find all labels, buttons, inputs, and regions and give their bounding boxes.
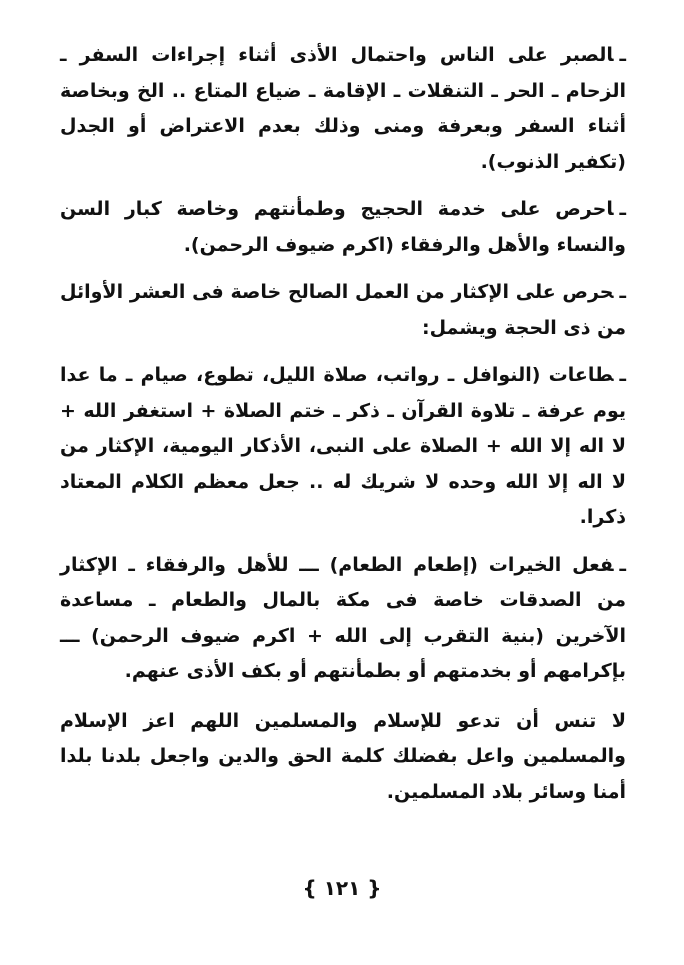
bullet-dash: ـ <box>619 364 626 386</box>
bullet-dash: ـ <box>619 553 626 576</box>
bullet-paragraph-service <box>60 192 626 263</box>
bullet-text: فعل الخيرات (إطعام الطعام) ـــ للأهل والرفقاء ـ الإكثار من الصدقات خاصة فى مكة بالمال والطعام ـ مساعدة الآخرين (بنية التقرب إلى الله + اكرم ضيوف الرحمن) ـــ بإكرامهم أو بخدمتهم أو بطمأنتهم أو بكف الأذى عنهم. <box>60 553 626 682</box>
bullet-text: طاعات (النوافل ـ رواتب، صلاة الليل، تطوع، صيام ـ ما عدا يوم عرفة ـ تلاوة القرآن ـ ذكر ـ ختم الصلاة + استغفر الله + لا اله إلا الله + الصلاة على النبى، الأذكار اليومية، الإكثار من لا اله إلا الله وحده لا شريك له .. جعل معظم الكلام المعتاد ذكرا. <box>60 364 626 528</box>
page-number: { ١٢١ } <box>302 876 382 900</box>
bullet-dash: ـ <box>619 281 626 303</box>
bullet-text: احرص على خدمة الحجيج وطمأنتهم وخاصة كبار السن والنساء والأهل والرفقاء (اكرم ضيوف الرحمن). <box>60 198 626 256</box>
bullet-dash: ـ <box>619 198 626 220</box>
bullet-paragraph-patience <box>60 38 626 180</box>
closing-supplication: لا تنس أن تدعو للإسلام والمسلمين اللهم اعز الإسلام والمسلمين واعل بفضلك كلمة الحق والدين واجعل بلدنا بلدا أمنا وسائر بلاد المسلمين. <box>60 709 626 803</box>
bullet-text: الصبر على الناس واحتمال الأذى أثناء إجراءات السفر ـ الزحام ـ الحر ـ التنقلات ـ الإقامة ـ ضياع المتاع .. الخ وبخاصة أثناء السفر وبعرفة ومنى وذلك بعدم الاعتراض أو الجدل (تكفير الذنوب). <box>60 44 626 173</box>
bullet-dash: ـ <box>619 44 626 66</box>
bullet-paragraph-charity <box>60 548 626 690</box>
bullet-paragraph-good-deeds <box>60 275 626 346</box>
page-body <box>60 38 626 822</box>
bullet-text: حرص على الإكثار من العمل الصالح خاصة فى العشر الأوائل من ذى الحجة ويشمل: <box>60 281 626 339</box>
bullet-paragraph-worship <box>60 358 626 536</box>
